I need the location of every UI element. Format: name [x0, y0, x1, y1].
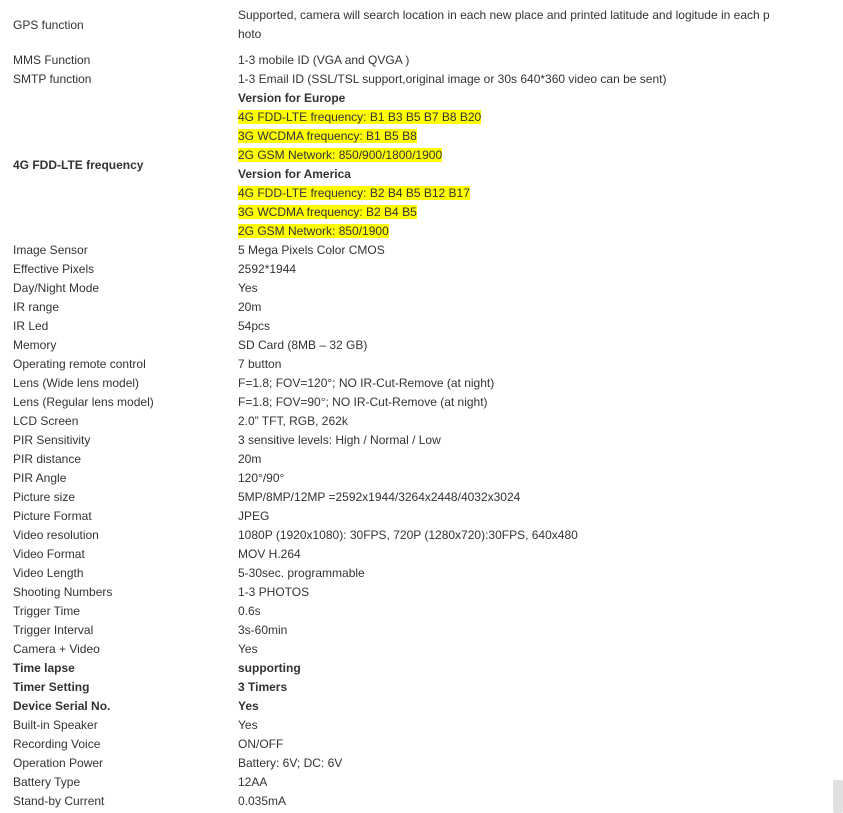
- spec-row: [13, 507, 813, 526]
- spec-value: F=1.8; FOV=90°; NO IR-Cut-Remove (at night): [238, 395, 488, 409]
- spec-row: [13, 260, 813, 279]
- spec-row: [13, 735, 813, 754]
- spec-label: 4G FDD-LTE frequency: [13, 157, 144, 172]
- spec-row: [13, 393, 813, 412]
- spec-row: [13, 716, 813, 735]
- spec-row: [13, 621, 813, 640]
- spec-row: [13, 545, 813, 564]
- spec-row: [13, 526, 813, 545]
- spec-label: PIR distance: [13, 452, 82, 466]
- spec-label: Trigger Interval: [13, 623, 94, 637]
- spec-value: 1-3 PHOTOS: [238, 585, 310, 599]
- spec-label: Camera + Video: [13, 642, 100, 656]
- spec-row: [13, 336, 813, 355]
- spec-value: [238, 6, 778, 44]
- spec-value: 1-3 mobile ID (VGA and QVGA ): [238, 53, 410, 67]
- europe-gsm-bands: 2G GSM Network: 850/900/1800/1900: [238, 148, 443, 162]
- spec-value: Battery: 6V; DC: 6V: [238, 756, 343, 770]
- spec-label: Stand-by Current: [13, 794, 105, 808]
- spec-row: [13, 355, 813, 374]
- spec-row: [13, 564, 813, 583]
- spec-row: [13, 317, 813, 336]
- spec-label: Operation Power: [13, 756, 104, 770]
- spec-row: [13, 374, 813, 393]
- spec-value: F=1.8; FOV=120°; NO IR-Cut-Remove (at night): [238, 376, 495, 390]
- spec-value: Yes: [238, 718, 258, 732]
- spec-row-lte-frequency: [13, 89, 813, 241]
- spec-row: [13, 678, 813, 697]
- spec-label: Built-in Speaker: [13, 718, 98, 732]
- spec-row: [13, 583, 813, 602]
- spec-value-line: Supported, camera will search location in each new place and printed latitude and logitude in each p: [238, 8, 770, 22]
- spec-label: Lens (Regular lens model): [13, 395, 154, 409]
- spec-row: [13, 659, 813, 678]
- spec-row: [13, 754, 813, 773]
- spec-table: [13, 6, 813, 811]
- spec-value: 0.035mA: [238, 794, 287, 808]
- europe-lte-bands: 4G FDD-LTE frequency: B1 B3 B5 B7 B8 B20: [238, 110, 482, 124]
- spec-label: PIR Angle: [13, 471, 67, 485]
- spec-label: Picture size: [13, 490, 76, 504]
- spec-label: Battery Type: [13, 775, 81, 789]
- spec-row: [13, 412, 813, 431]
- spec-value: 2.0” TFT, RGB, 262k: [238, 414, 348, 428]
- spec-value: 3s-60min: [238, 623, 288, 637]
- america-wcdma-bands: 3G WCDMA frequency: B2 B4 B5: [238, 205, 417, 219]
- spec-row: [13, 241, 813, 260]
- spec-value: 2592*1944: [238, 262, 297, 276]
- spec-row-mms: [13, 51, 813, 70]
- spec-label: Device Serial No.: [13, 699, 111, 713]
- spec-label: Video Format: [13, 547, 85, 561]
- spec-value: 20m: [238, 300, 262, 314]
- spec-row: [13, 450, 813, 469]
- america-version-title: Version for America: [238, 167, 351, 181]
- spec-label: LCD Screen: [13, 414, 79, 428]
- spec-value: 5-30sec. programmable: [238, 566, 365, 580]
- spec-row: [13, 469, 813, 488]
- europe-wcdma-bands: 3G WCDMA frequency: B1 B5 B8: [238, 129, 417, 143]
- europe-version-title: Version for Europe: [238, 91, 346, 105]
- spec-value: [238, 89, 778, 241]
- spec-label: Effective Pixels: [13, 262, 95, 276]
- spec-label: Image Sensor: [13, 243, 88, 257]
- spec-label: Picture Format: [13, 509, 92, 523]
- spec-value: 1080P (1920x1080): 30FPS, 720P (1280x720):30FPS, 640x480: [238, 528, 578, 542]
- spec-value: 3 sensitive levels: High / Normal / Low: [238, 433, 441, 447]
- spec-value: Yes: [238, 699, 259, 713]
- spec-value: Yes: [238, 642, 258, 656]
- spec-label: Memory: [13, 338, 57, 352]
- spec-value: 7 button: [238, 357, 282, 371]
- spec-row: [13, 431, 813, 450]
- spec-value: 120°/90°: [238, 471, 285, 485]
- spec-value: 1-3 Email ID (SSL/TSL support,original image or 30s 640*360 video can be sent): [238, 72, 667, 86]
- spec-row-smtp: [13, 70, 813, 89]
- spec-value: 20m: [238, 452, 262, 466]
- spec-value: ON/OFF: [238, 737, 284, 751]
- america-lte-bands: 4G FDD-LTE frequency: B2 B4 B5 B12 B17: [238, 186, 470, 200]
- spec-value: Yes: [238, 281, 258, 295]
- spec-row: [13, 640, 813, 659]
- spec-value-line: hoto: [238, 27, 262, 41]
- spec-label: GPS function: [13, 17, 84, 32]
- spec-label: Operating remote control: [13, 357, 146, 371]
- spec-label: MMS Function: [13, 53, 91, 67]
- spec-value: 12AA: [238, 775, 268, 789]
- spec-label: Lens (Wide lens model): [13, 376, 140, 390]
- scrollbar-thumb[interactable]: [833, 780, 843, 813]
- spec-value: 3 Timers: [238, 680, 288, 694]
- spec-label: Trigger Time: [13, 604, 80, 618]
- america-gsm-bands: 2G GSM Network: 850/1900: [238, 224, 389, 238]
- spec-label: IR Led: [13, 319, 49, 333]
- spec-row: [13, 279, 813, 298]
- spec-value: SD Card (8MB – 32 GB): [238, 338, 368, 352]
- spec-row: [13, 602, 813, 621]
- spec-label: Recording Voice: [13, 737, 101, 751]
- spec-value: 5 Mega Pixels Color CMOS: [238, 243, 385, 257]
- spec-row: [13, 773, 813, 792]
- spec-label: SMTP function: [13, 72, 92, 86]
- spec-row: [13, 298, 813, 317]
- spec-label: Time lapse: [13, 661, 75, 675]
- spec-row-gps: [13, 6, 813, 44]
- spec-row: [13, 697, 813, 716]
- spec-value: 5MP/8MP/12MP =2592x1944/3264x2448/4032x3024: [238, 490, 521, 504]
- spec-label: Shooting Numbers: [13, 585, 113, 599]
- spec-value: JPEG: [238, 509, 270, 523]
- spec-value: MOV H.264: [238, 547, 301, 561]
- spec-value: 54pcs: [238, 319, 271, 333]
- spec-label: Day/Night Mode: [13, 281, 100, 295]
- spec-row: [13, 488, 813, 507]
- spec-label: IR range: [13, 300, 60, 314]
- spec-label: PIR Sensitivity: [13, 433, 91, 447]
- spec-row: [13, 792, 813, 811]
- spec-label: Video Length: [13, 566, 84, 580]
- spec-value: supporting: [238, 661, 301, 675]
- spec-label: Video resolution: [13, 528, 99, 542]
- spec-label: Timer Setting: [13, 680, 90, 694]
- spec-value: 0.6s: [238, 604, 261, 618]
